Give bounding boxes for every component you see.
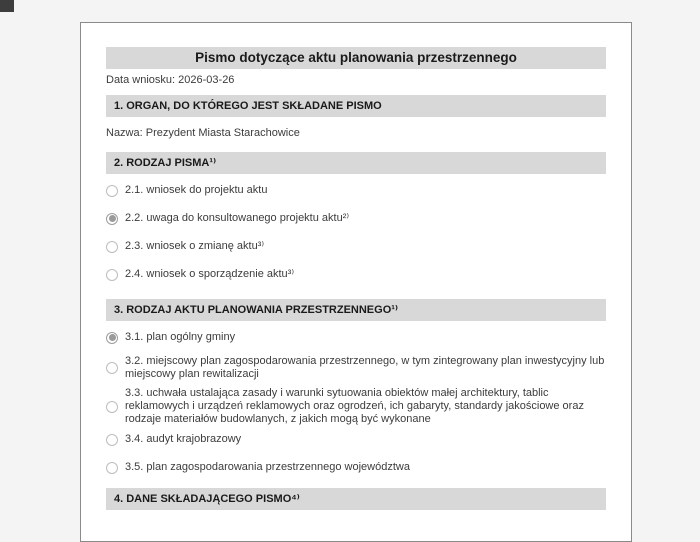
request-date-line: [106, 74, 606, 87]
radio-option-2-1[interactable]: [106, 184, 606, 197]
form-title: Pismo dotyczące aktu planowania przestrzennego: [106, 47, 606, 69]
section-header-dane-skladajacego: 4. DANE SKŁADAJĄCEGO PISMO⁴⁾: [106, 488, 606, 510]
radio-option-3-5[interactable]: [106, 461, 606, 474]
radio-icon[interactable]: [106, 434, 118, 446]
section-header-rodzaj-pisma: 2. RODZAJ PISMA¹⁾: [106, 152, 606, 174]
radio-option-2-3[interactable]: [106, 240, 606, 253]
radio-icon[interactable]: [106, 332, 118, 344]
radio-option-label: 3.1. plan ogólny gminy: [125, 331, 236, 343]
section-header-organ: 1. ORGAN, DO KTÓREGO JEST SKŁADANE PISMO: [106, 95, 606, 117]
form-document-page: [80, 22, 632, 542]
radio-option-label: 3.2. miejscowy plan zagospodarowania przestrzennego, w tym zintegrowany plan inwestycyjny lub miejscowy plan rewitalizacji: [125, 355, 605, 380]
section-header-rodzaj-aktu: 3. RODZAJ AKTU PLANOWANIA PRZESTRZENNEGO¹⁾: [106, 299, 606, 321]
organ-name-line: [106, 127, 606, 140]
radio-option-3-4[interactable]: [106, 433, 606, 446]
radio-icon[interactable]: [106, 269, 118, 281]
corner-artifact: [0, 0, 14, 12]
radio-icon[interactable]: [106, 401, 118, 413]
radio-option-2-2[interactable]: [106, 212, 606, 225]
radio-icon[interactable]: [106, 462, 118, 474]
radio-option-3-3[interactable]: [106, 387, 606, 426]
radio-icon[interactable]: [106, 213, 118, 225]
radio-option-label: 3.3. uchwała ustalająca zasady i warunki sytuowania obiektów małej architektury, tablic reklamowych i urządzeń reklamowych oraz ogrodzeń, ich gabaryty, standardy jakościowe oraz rodzaje materiałów budowlanych, z jakich mogą być wykonane: [125, 387, 584, 425]
radio-option-2-4[interactable]: [106, 268, 606, 281]
request-date-value: 2026-03-26: [178, 74, 235, 86]
radio-option-label: 2.1. wniosek do projektu aktu: [125, 184, 268, 196]
radio-option-3-2[interactable]: [106, 355, 606, 381]
organ-name-value: Prezydent Miasta Starachowice: [145, 127, 300, 139]
radio-option-label: 2.3. wniosek o zmianę aktu³⁾: [125, 240, 265, 252]
radio-option-label: 3.5. plan zagospodarowania przestrzennego województwa: [125, 461, 410, 473]
radio-option-label: 2.4. wniosek o sporządzenie aktu³⁾: [125, 268, 295, 280]
radio-option-3-1[interactable]: [106, 331, 606, 344]
radio-icon[interactable]: [106, 362, 118, 374]
radio-option-label: 3.4. audyt krajobrazowy: [125, 433, 242, 445]
radio-icon[interactable]: [106, 185, 118, 197]
organ-name-label: Nazwa:: [106, 127, 143, 139]
request-date-label: Data wniosku:: [106, 74, 176, 86]
radio-option-label: 2.2. uwaga do konsultowanego projektu aktu²⁾: [125, 212, 350, 224]
radio-icon[interactable]: [106, 241, 118, 253]
